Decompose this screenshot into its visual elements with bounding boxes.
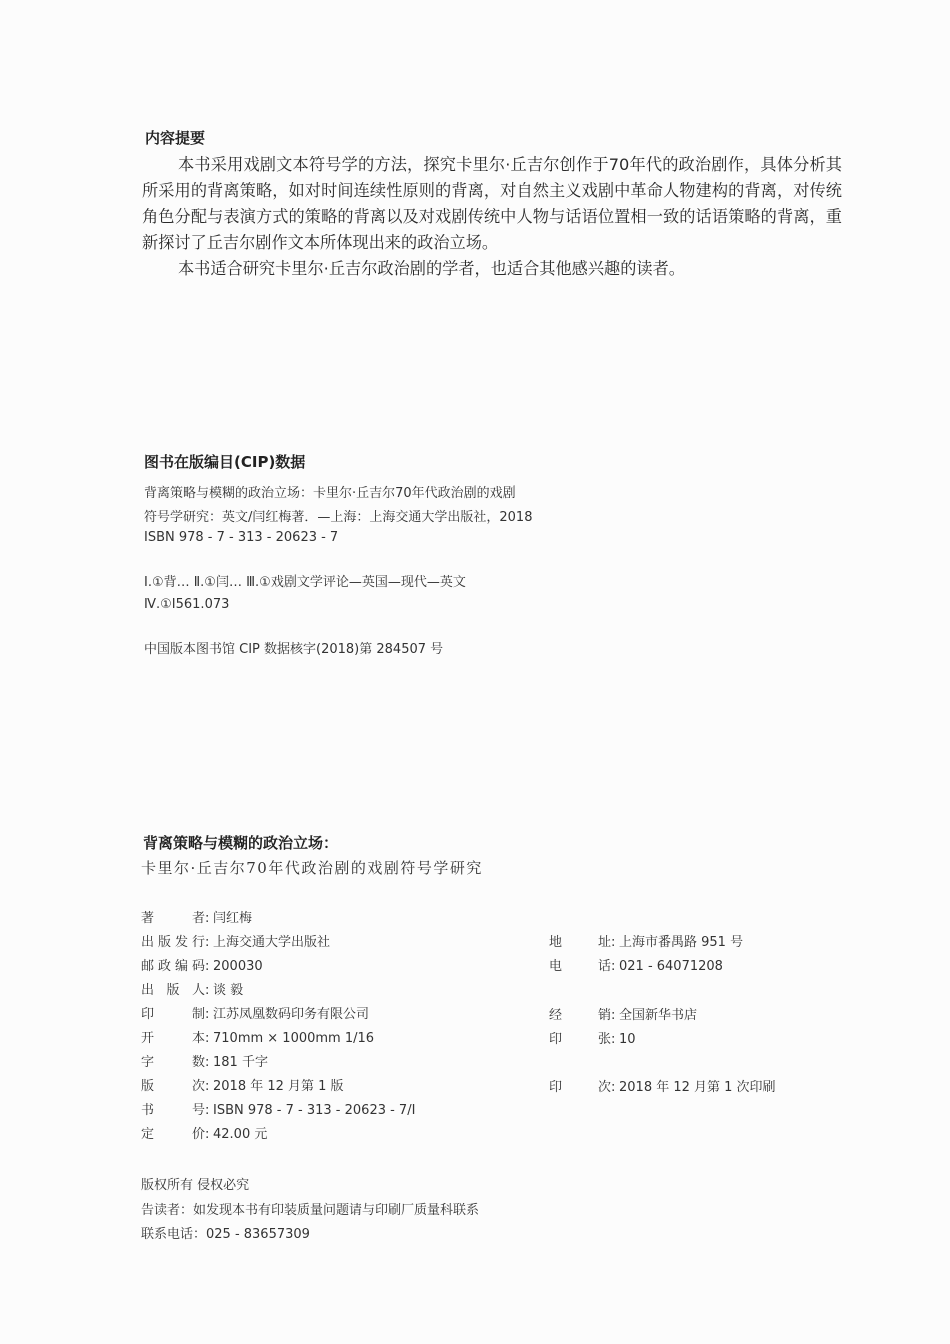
cip-line: 符号学研究：英文/闫红梅著．—上海：上海交通大学出版社，2018 <box>144 510 533 525</box>
abstract-body <box>142 152 842 282</box>
cip-line: 背离策略与模糊的政治立场：卡里尔·丘吉尔70年代政治剧的戏剧 <box>144 486 516 501</box>
info-isbn: 书号: ISBN 978 - 7 - 313 - 20623 - 7/I <box>141 1101 415 1121</box>
info-label: 出版人 <box>141 983 205 998</box>
info-sheets: 印张: 10 <box>549 1030 636 1050</box>
info-word-count: 字数: 181 千字 <box>141 1053 268 1073</box>
info-label: 地址 <box>549 935 611 950</box>
info-publisher-person: 出版人: 谈 毅 <box>141 981 243 1001</box>
reader-notice: 告读者：如发现本书有印装质量问题请与印刷厂质量科联系 <box>141 1203 480 1218</box>
cip-classification: Ⅰ.①背… Ⅱ.①闫… Ⅲ.①戏剧文学评论—英国—现代—英文 <box>144 575 466 590</box>
info-label: 印次 <box>549 1080 611 1095</box>
info-label: 经销 <box>549 1008 611 1023</box>
info-value: 闫红梅 <box>213 911 253 926</box>
info-value: 上海交通大学出版社 <box>213 935 331 950</box>
cip-record-number: 中国版本图书馆 CIP 数据核字(2018)第 284507 号 <box>144 642 444 657</box>
info-address: 地址: 上海市番禺路 951 号 <box>549 933 743 953</box>
abstract-paragraph: 本书采用戏剧文本符号学的方法，探究卡里尔·丘吉尔创作于70年代的政治剧作，具体分析其所采用的背离策略，如对时间连续性原则的背离，对自然主义戏剧中革命人物建构的背离，对传统角色分配与表演方式的策略的背离以及对戏剧传统中人物与话语位置相一致的话语策略的背离，重新探讨了丘吉尔剧作文本所体现出来的政治立场。 <box>142 155 842 252</box>
copyright-notice: 版权所有 侵权必究 <box>141 1178 250 1193</box>
info-value: 全国新华书店 <box>619 1008 698 1023</box>
cip-title: 图书在版编目(CIP)数据 <box>144 453 306 471</box>
info-value: 181 千字 <box>213 1055 268 1070</box>
info-value: 10 <box>619 1032 636 1047</box>
info-author: 著者: 闫红梅 <box>141 909 252 929</box>
info-printer: 印制: 江苏凤凰数码印务有限公司 <box>141 1005 369 1025</box>
info-print-run: 印次: 2018 年 12 月第 1 次印刷 <box>549 1078 776 1098</box>
info-value: 021 - 64071208 <box>619 959 723 974</box>
info-value: 上海市番禺路 951 号 <box>619 935 744 950</box>
info-distributor: 经销: 全国新华书店 <box>549 1006 697 1026</box>
info-value: ISBN 978 - 7 - 313 - 20623 - 7/I <box>213 1103 416 1118</box>
info-label: 印张 <box>549 1032 611 1047</box>
book-title: 背离策略与模糊的政治立场： <box>143 834 339 852</box>
info-label: 版次 <box>141 1079 205 1094</box>
abstract-paragraph: 本书适合研究卡里尔·丘吉尔政治剧的学者，也适合其他感兴趣的读者。 <box>178 259 685 278</box>
info-publisher: 出版发行: 上海交通大学出版社 <box>141 933 330 953</box>
info-label: 字数 <box>141 1055 205 1070</box>
info-label: 书号 <box>141 1103 205 1118</box>
info-value: 谈 毅 <box>213 983 244 998</box>
info-price: 定价: 42.00 元 <box>141 1125 267 1145</box>
info-value: 2018 年 12 月第 1 版 <box>213 1079 344 1094</box>
info-label: 邮政编码 <box>141 959 205 974</box>
info-phone: 电话: 021 - 64071208 <box>549 957 723 977</box>
info-label: 电话 <box>549 959 611 974</box>
info-value: 42.00 元 <box>213 1127 268 1142</box>
info-value: 2018 年 12 月第 1 次印刷 <box>619 1080 776 1095</box>
cip-isbn: ISBN 978 - 7 - 313 - 20623 - 7 <box>144 530 339 545</box>
cip-classification: Ⅳ.①I561.073 <box>144 597 230 612</box>
info-label: 出版发行 <box>141 935 205 950</box>
book-subtitle: 卡里尔·丘吉尔70年代政治剧的戏剧符号学研究 <box>141 859 483 877</box>
info-postcode: 邮政编码: 200030 <box>141 957 263 977</box>
info-label: 著者 <box>141 911 205 926</box>
info-label: 印制 <box>141 1007 205 1022</box>
info-label: 定价 <box>141 1127 205 1142</box>
abstract-title: 内容提要 <box>145 129 206 147</box>
contact-phone: 联系电话：025 - 83657309 <box>141 1227 310 1242</box>
info-value: 710mm × 1000mm 1/16 <box>213 1031 375 1046</box>
info-edition: 版次: 2018 年 12 月第 1 版 <box>141 1077 344 1097</box>
info-value: 200030 <box>213 959 263 974</box>
info-label: 开本 <box>141 1031 205 1046</box>
info-value: 江苏凤凰数码印务有限公司 <box>213 1007 370 1022</box>
info-format: 开本: 710mm × 1000mm 1/16 <box>141 1029 374 1049</box>
